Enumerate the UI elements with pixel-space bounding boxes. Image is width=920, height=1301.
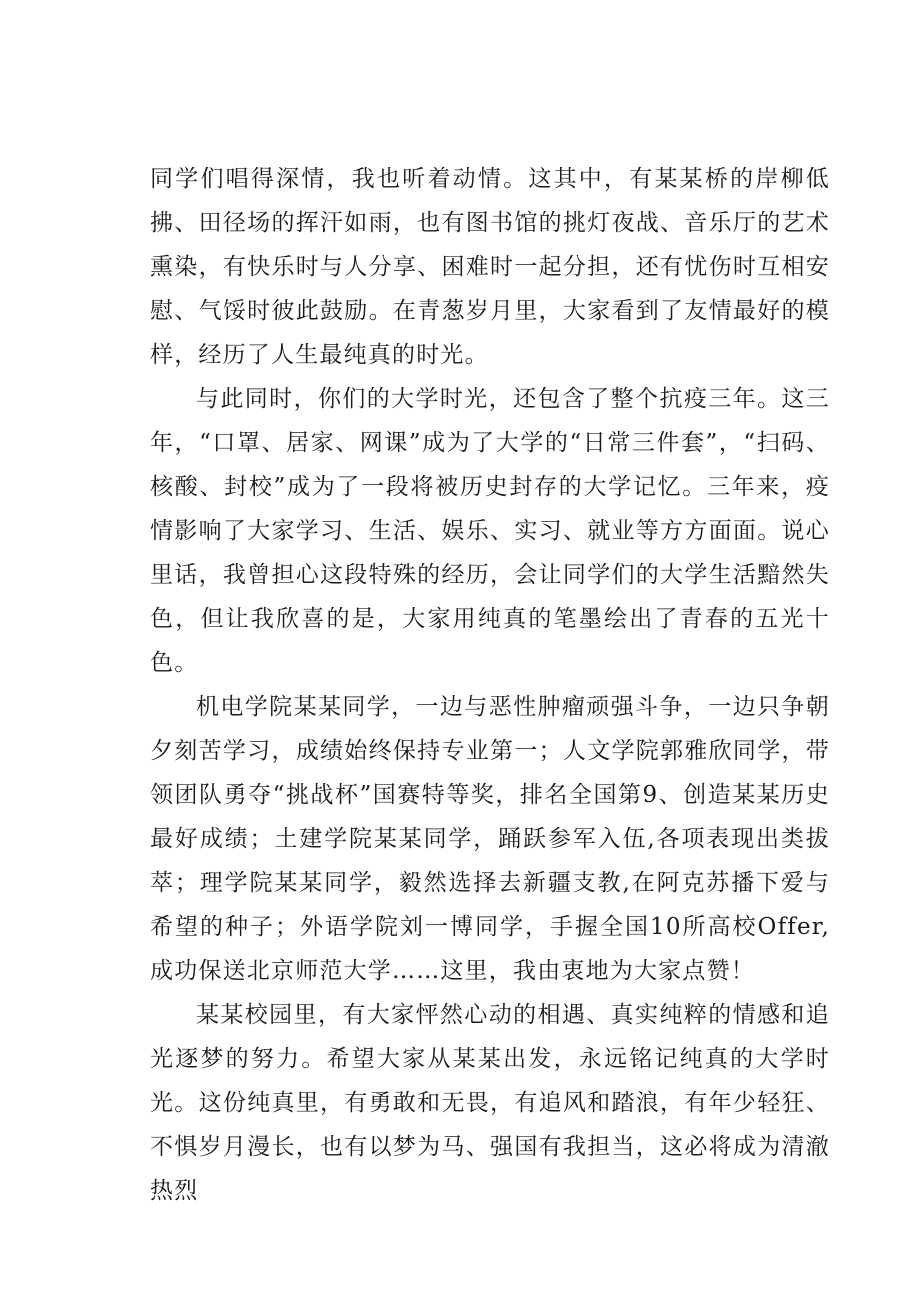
paragraph-campus-memories: 某某校园里，有大家怦然心动的相遇、真实纯粹的情感和追光逐梦的努力。希望大家从某某出发，永远铭记纯真的大学时光。这份纯真里，有勇敢和无畏，有追风和踏浪，有年少轻狂、不惧岁月漫长，也有以梦为马、强国有我担当，这必将成为清澈热烈 xyxy=(150,1002,830,1204)
paragraph-friendship: 同学们唱得深情，我也听着动情。这其中，有某某桥的岸柳低拂、田径场的挥汗如雨，也有图书馆的挑灯夜战、音乐厅的艺术熏染，有快乐时与人分享、困难时一起分担，还有忧伤时互相安慰、气馁时彼此鼓励。在青葱岁月里，大家看到了友情最好的模样，经历了人生最纯真的时光。 xyxy=(150,166,830,368)
document-body xyxy=(150,157,830,1213)
paragraph-pandemic: 与此同时，你们的大学时光，还包含了整个抗疫三年。这三年，“口罩、居家、网课”成为了大学的“日常三件套”，“扫码、核酸、封校”成为了一段将被历史封存的大学记忆。三年来，疫情影响了大家学习、生活、娱乐、实习、就业等方方面面。说心里话，我曾担心这段特殊的经历，会让同学们的大学生活黯然失色，但让我欣喜的是，大家用纯真的笔墨绘出了青春的五光十色。 xyxy=(150,386,830,676)
paragraph-student-achievements: 机电学院某某同学，一边与恶性肿瘤顽强斗争，一边只争朝夕刻苦学习，成绩始终保持专业第一；人文学院郭雅欣同学，带领团队勇夺“挑战杯”国赛特等奖，排名全国第9、创造某某历史最好成绩；土建学院某某同学，踊跃参军入伍,各项表现出类拔萃；理学院某某同学，毅然选择去新疆支教,在阿克苏播下爱与希望的种子；外语学院刘一博同学，手握全国10所高校Offer,成功保送北京师范大学……这里，我由衷地为大家点赞！ xyxy=(150,694,830,984)
